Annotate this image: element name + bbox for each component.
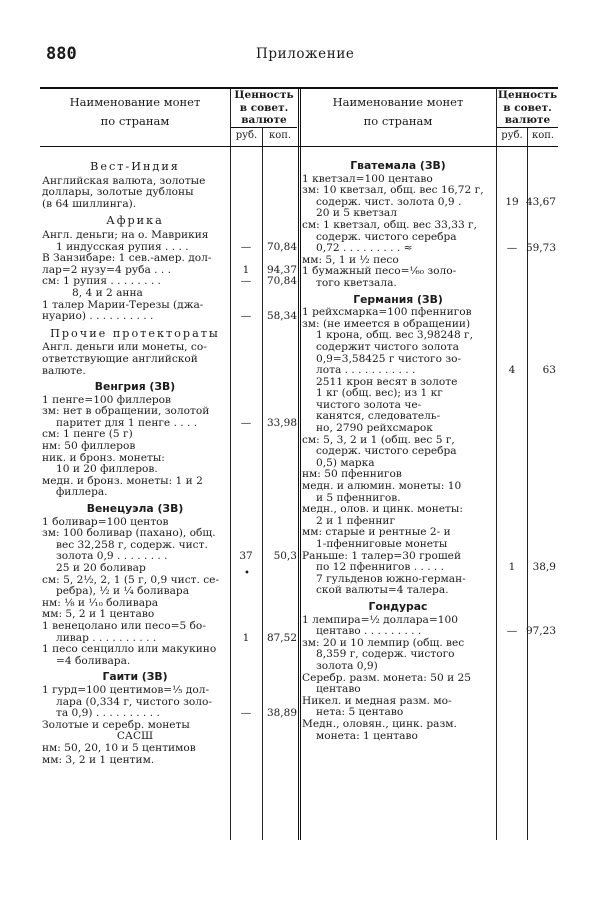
page-number: 880 xyxy=(46,44,77,64)
left-line-text: паритет для 1 пенге . . . . xyxy=(56,416,198,429)
left-line-text: 1 индусская рупия . . . . xyxy=(56,240,189,253)
right-line-text: 1 кг (общ. вес); из 1 кг xyxy=(316,387,443,400)
kop-value: 94,37 xyxy=(266,263,297,276)
right-line-text: Никел. и медная разм. мо- xyxy=(302,694,452,707)
right-line-text: 7 гульденов южно-герман- xyxy=(316,572,466,585)
left-line xyxy=(42,215,228,227)
left-line-text: зм: 100 боливар (пахано), общ. xyxy=(42,527,216,540)
left-line-text: Гаити (ЗВ) xyxy=(102,670,168,684)
left-line-text: медн. и бронз. монеты: 1 и 2 xyxy=(42,474,203,487)
right-line-text: канятся, следователь- xyxy=(316,410,441,423)
right-value-header: Ценность в совет. валюте xyxy=(497,89,558,126)
right-line-text: 8,359 г, содерж. чистого xyxy=(316,648,455,661)
left-line-text: см: 5, 2½, 2, 1 (5 г, 0,9 чист. се- xyxy=(42,573,220,586)
right-line-text: содержит чистого золота xyxy=(316,340,459,353)
left-line xyxy=(42,755,228,767)
left-column xyxy=(42,156,297,766)
left-value-header: Ценность в совет. валюте xyxy=(234,89,294,126)
left-line-text: мм: 5, 2 и 1 центаво xyxy=(42,608,155,621)
right-line xyxy=(302,160,494,172)
rub-value: — xyxy=(506,242,518,255)
left-name-header: Наименование монет по странам xyxy=(69,95,201,128)
left-line-text: филлера. xyxy=(56,486,108,499)
left-line-text: нм: 50 филлеров xyxy=(42,440,136,453)
right-line-text: зм: (не имеется в обращении) xyxy=(302,317,471,330)
right-line-text: центаво . . . . . . . . . xyxy=(316,625,422,638)
left-line-text: Африка xyxy=(106,214,164,228)
left-line-text: В Занзибаре: 1 сев.-амер. дол- xyxy=(42,252,212,265)
left-line-text: см: 1 пенге (5 г) xyxy=(42,428,133,441)
right-line-text: мм: старые и рентные 2- и xyxy=(302,526,451,539)
left-line-text: САСШ xyxy=(116,730,154,743)
left-line-text: (в 64 шиллинга). xyxy=(42,197,137,210)
right-name-header: Наименование монет по странам xyxy=(332,95,464,128)
left-line-text: ливар . . . . . . . . . . xyxy=(56,631,157,644)
rub-value: 37 xyxy=(239,550,253,563)
right-line-text: 1-пфенниговые монеты xyxy=(316,538,448,550)
rub-value: — xyxy=(240,275,252,288)
rub-value: — xyxy=(506,625,518,638)
kop-value: 58,34 xyxy=(266,310,297,323)
right-value-col-rule xyxy=(496,88,497,840)
left-line-text: нм: ⅛ и ¹⁄₁₀ боливара xyxy=(42,596,159,609)
stray-mark: • xyxy=(244,568,250,579)
rub-value: — xyxy=(240,416,252,429)
right-line-text: содерж. чистого серебра xyxy=(316,230,457,243)
left-line-text: золота 0,9 . . . . . . . . xyxy=(56,550,168,563)
right-line-text: монета: 1 центаво xyxy=(316,729,418,742)
left-units-rule xyxy=(231,127,297,128)
right-line-text: медн. и алюмин. монеты: 10 xyxy=(302,480,462,493)
left-line-text: Венецуэла (ЗВ) xyxy=(86,502,184,516)
left-line-text: Англ. деньги или монеты, со- xyxy=(42,341,207,354)
right-line-text: Раньше: 1 талер=30 грошей xyxy=(302,549,462,562)
right-line xyxy=(302,294,494,306)
right-line-text: см: 1 кветзал, общ. вес 33,33 г, xyxy=(302,218,477,231)
right-line-text: 0,9=3,58425 г чистого зо- xyxy=(316,352,462,365)
right-line-text: 0,5) марка xyxy=(316,456,375,469)
left-line-text: Венгрия (ЗВ) xyxy=(94,380,176,394)
right-line-text: Германия (ЗВ) xyxy=(353,292,443,306)
right-line-text: Серебр. разм. монета: 50 и 25 xyxy=(302,671,471,684)
right-line-text: 1 кветзал=100 центаво xyxy=(302,172,433,185)
left-line-text: 1 талер Марии-Терезы (джа- xyxy=(42,298,204,311)
right-line-text: 1 рейхсмарка=100 пфеннигов xyxy=(302,306,472,319)
left-line-text: Золотые и серебр. монеты xyxy=(42,718,190,731)
rub-value: — xyxy=(240,240,252,253)
right-line-text: зм: 10 кветзал, общ. вес 16,72 г, xyxy=(302,184,484,197)
left-line-text: Вест-Индия xyxy=(90,160,180,173)
left-line-text: та 0,9) . . . . . . . . . . xyxy=(56,707,160,720)
kop-value: 59,73 xyxy=(525,242,556,255)
left-line-text: валюте. xyxy=(42,364,86,377)
left-line-text: ответствующие английской xyxy=(42,352,198,365)
left-kop-header: коп. xyxy=(268,130,292,141)
rub-value: 19 xyxy=(505,195,519,208)
left-line-text: лара (0,334 г, чистого золо- xyxy=(56,695,212,708)
kop-value: 87,52 xyxy=(266,631,297,644)
left-line-text: ник. и бронз. монеты: xyxy=(42,451,165,464)
right-line-text: того кветзала. xyxy=(316,276,397,289)
left-line xyxy=(42,199,228,211)
right-rub-header: руб. xyxy=(501,130,523,141)
right-line-text: 0,72 . . . . . . . . . ≈ xyxy=(316,242,413,255)
right-line-text: золота 0,9) xyxy=(316,659,378,672)
right-line-text: лота . . . . . . . . . . . xyxy=(316,364,416,377)
right-line-text: чистого золота че- xyxy=(316,398,422,411)
left-line-text: нм: 50, 20, 10 и 5 центимов xyxy=(42,741,196,754)
left-line-text: доллары, золотые дублоны xyxy=(42,186,194,199)
left-line-text: зм: нет в обращении, золотой xyxy=(42,405,210,418)
kop-value: 70,84 xyxy=(266,240,297,253)
rub-value: 1 xyxy=(242,631,250,644)
left-line xyxy=(42,503,228,515)
kop-value: 70,84 xyxy=(266,275,297,288)
rub-value: — xyxy=(240,707,252,720)
right-line xyxy=(302,278,494,290)
kop-value: 38,9 xyxy=(532,561,556,574)
kop-value: 43,67 xyxy=(525,195,556,208)
left-line-text: Английская валюта, золотые xyxy=(42,174,206,187)
right-line-text: нета: 5 центаво xyxy=(316,706,404,719)
left-line-text: лар=2 нузу=4 руба . . . xyxy=(42,263,172,276)
right-line-text: Гондурас xyxy=(368,599,428,613)
left-line xyxy=(42,161,228,173)
right-line-text: ской валюты=4 талера. xyxy=(316,584,449,597)
right-line-text: 20 и 5 кветзал xyxy=(316,207,397,220)
left-rub-kop-rule xyxy=(262,128,263,840)
left-line-text: 8, 4 и 2 анна xyxy=(72,286,143,299)
kop-value: 38,89 xyxy=(266,707,297,720)
right-line-text: см: 5, 3, 2 и 1 (общ. вес 5 г, xyxy=(302,433,455,446)
left-line-text: 1 гурд=100 центимов=¹⁄₅ дол- xyxy=(42,683,210,696)
left-line xyxy=(42,328,228,340)
right-line-text: содерж. чист. золота 0,9 . xyxy=(316,195,462,208)
right-line-text: 1 крона, общ. вес 3,98248 г, xyxy=(316,329,473,342)
right-line-text: 1 бумажный песо=¹⁄₆₀ золо- xyxy=(302,265,457,278)
rub-value: — xyxy=(240,310,252,323)
right-line-text: нм: 50 пфеннигов xyxy=(302,468,402,481)
kop-value: 33,98 xyxy=(266,416,297,429)
left-line xyxy=(42,487,228,499)
left-line-text: Прочие протектораты xyxy=(50,326,220,340)
left-line-text: нуарио) . . . . . . . . . . xyxy=(42,310,154,323)
right-line-text: содерж. чистого серебра xyxy=(316,445,457,458)
left-line-text: 1 песо сенцилло или макукино xyxy=(42,643,217,656)
middle-double-rule xyxy=(298,88,301,840)
left-line-text: см: 1 рупия . . . . . . . . xyxy=(42,275,161,288)
kop-value: 50,3 xyxy=(273,550,297,563)
left-line-text: 10 и 20 филлеров. xyxy=(56,463,158,476)
kop-value: 97,23 xyxy=(525,625,556,638)
right-line-text: медн., олов. и цинк. монеты: xyxy=(302,503,463,516)
rub-value: 1 xyxy=(508,561,516,574)
left-line-text: =4 боливара. xyxy=(56,654,131,667)
right-line-text: центаво xyxy=(316,683,361,696)
kop-value: 63 xyxy=(542,364,556,377)
left-line xyxy=(42,671,228,683)
right-line-text: и 5 пфеннигов. xyxy=(316,491,401,504)
left-line-text: мм: 3, 2 и 1 центим. xyxy=(42,753,155,766)
right-line-text: мм: 5, 1 и ½ песо xyxy=(302,253,399,266)
rub-value: 4 xyxy=(508,364,516,377)
left-line xyxy=(42,310,297,323)
right-units-rule xyxy=(497,127,558,128)
left-line-text: ребра), ½ и ¼ боливара xyxy=(56,585,190,598)
right-line-text: 1 лемпира=½ доллара=100 xyxy=(302,613,458,626)
rub-value: 1 xyxy=(242,263,250,276)
right-line xyxy=(302,731,494,743)
left-rub-header: руб. xyxy=(235,130,258,141)
right-column xyxy=(302,156,556,742)
left-line xyxy=(42,381,228,393)
right-line-text: 2 и 1 пфенниг xyxy=(316,514,395,527)
left-line-text: 1 боливар=100 центов xyxy=(42,515,169,528)
right-line-text: 2511 крон весят в золоте xyxy=(316,375,458,388)
left-line-text: 25 и 20 боливар xyxy=(56,562,146,574)
right-line xyxy=(302,585,494,597)
right-line-text: Гватемала (ЗВ) xyxy=(350,159,446,172)
running-head: Приложение xyxy=(256,46,355,62)
right-line xyxy=(302,601,494,613)
right-line-text: по 12 пфеннигов . . . . . xyxy=(316,561,445,574)
left-line-text: Англ. деньги; на о. Маврикия xyxy=(42,228,209,241)
left-line xyxy=(42,656,228,668)
left-line xyxy=(42,366,228,378)
right-line-text: зм: 20 и 10 лемпир (общ. вес xyxy=(302,636,465,649)
right-line-text: но, 2790 рейхсмарок xyxy=(316,422,433,435)
right-rub-kop-rule xyxy=(527,128,528,840)
left-value-col-rule xyxy=(230,88,231,840)
right-line-text: Медн., оловян., цинк. разм. xyxy=(302,717,457,730)
left-line-text: 1 венецолано или песо=5 бо- xyxy=(42,619,206,632)
left-line-text: 1 пенге=100 филлеров xyxy=(42,393,171,406)
left-line-text: вес 32,258 г, содерж. чист. xyxy=(56,538,208,551)
right-kop-header: коп. xyxy=(531,130,555,141)
